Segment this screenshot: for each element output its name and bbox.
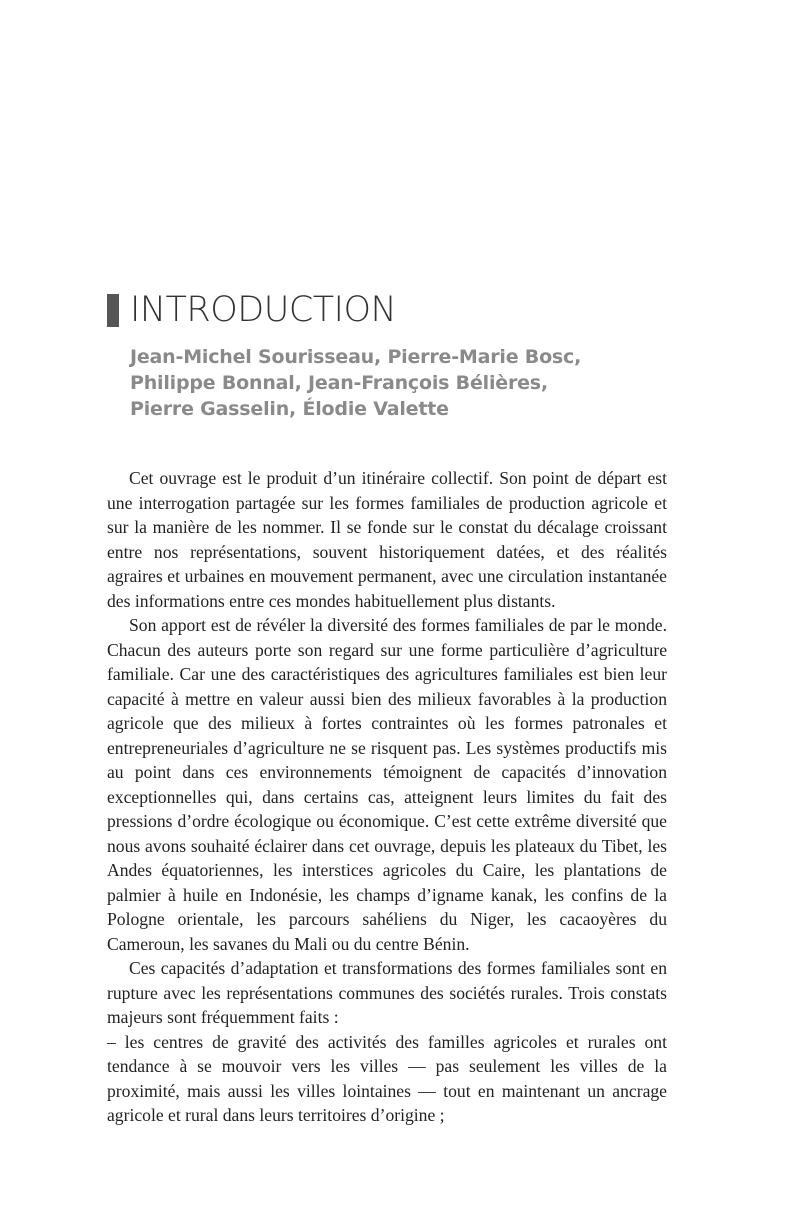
paragraph: Son apport est de révéler la diversité des formes familiales de par le monde. Chacun des auteurs porte son regard sur une forme particulière d’agriculture familiale. Car une des caractéristiques des agricultures familiales est bien leur capacité à mettre en valeur aussi bien des milieux favorables à la production agricole que des milieux à fortes contraintes où les formes patronales et entrepreneuriales d’agriculture ne se risquent pas. Les systèmes productifs mis au point dans ces environnements témoignent de capacités d’innovation exceptionnelles qui, dans certains cas, atteignent leurs limites du fait des pressions d’ordre écologique ou économique. C’est cette extrême diversité que nous avons souhaité éclairer dans cet ouvrage, depuis les plateaux du Tibet, les Andes équatoriennes, les interstices agricoles du Caire, les plantations de palmier à huile en Indonésie, les champs d’igname kanak, les confins de la Pologne orientale, les parcours sahéliens du Niger, les cacaoyères du Cameroun, les savanes du Mali ou du centre Bénin. [107, 615, 667, 954]
body-text [107, 466, 667, 1128]
author-line: Jean-Michel Sourisseau, Pierre-Marie Bosc, [130, 346, 582, 368]
author-list [130, 344, 690, 422]
list-item: – les centres de gravité des activités des familles agricoles et rurales ont tendance à se mouvoir vers les villes — pas seulement les villes de la proximité, mais aussi les villes lointaines — tout en maintenant un ancrage agricole et rural dans leurs territoires d’origine ; [107, 1031, 667, 1125]
chapter-title: INTRODUCTION [130, 290, 397, 330]
author-line: Pierre Gasselin, Élodie Valette [130, 398, 449, 420]
heading-bar-marker [107, 294, 119, 327]
paragraph: Ces capacités d’adaptation et transformations des formes familiales sont en rupture avec les représentations communes des sociétés rurales. Trois constats majeurs sont fréquemment faits : [107, 958, 667, 1027]
chapter-heading [107, 290, 396, 330]
author-line: Philippe Bonnal, Jean-François Bélières, [130, 372, 548, 394]
paragraph: Cet ouvrage est le produit d’un itinéraire collectif. Son point de départ est une interrogation partagée sur les formes familiales de production agricole et sur la manière de les nommer. Il se fonde sur le constat du décalage croissant entre nos représentations, souvent historiquement datées, et des réalités agraires et urbaines en mouvement permanent, avec une circulation instantanée des informations entre ces mondes habituellement plus distants. [107, 468, 667, 611]
